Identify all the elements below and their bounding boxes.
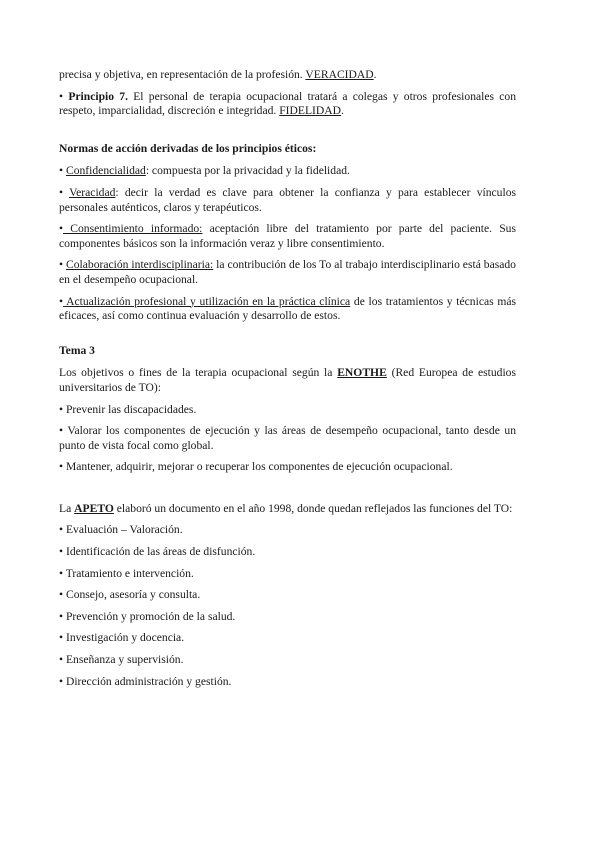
list-item: • Valorar los componentes de ejecución y las áreas de desempeño ocupacional, tanto desde un punto de vista focal como global. — [59, 424, 516, 452]
normas-heading: Normas de acción derivadas de los principios éticos: — [59, 141, 317, 155]
bullet: • — [59, 222, 64, 236]
bullet: • — [59, 294, 64, 308]
list-item: • Prevención y promoción de la salud. — [59, 609, 236, 623]
tema-3-heading: Tema 3 — [59, 343, 95, 357]
list-item: • Prevenir las discapacidades. — [59, 402, 197, 416]
fidelidad-term: FIDELIDAD — [279, 104, 342, 118]
list-item: • Investigación y docencia. — [59, 631, 185, 645]
apeto-intro-end: elaboró un documento en el año 1998, donde quedan reflejados las funciones del TO: — [113, 501, 513, 515]
bullet: • — [59, 164, 66, 178]
norma-item — [59, 164, 516, 179]
list-item: • Tratamiento e intervención. — [59, 566, 194, 580]
principle-7-text: El personal de terapia ocupacional tratará a colegas y otros profesionales con respeto, imparcialidad, discreción e integridad. — [59, 89, 516, 118]
norma-item — [59, 258, 516, 287]
norma-text: la contribución de los To al trabajo interdisciplinario está basado en el desempeño ocupacional. — [59, 258, 516, 286]
principle-7-end: . — [341, 104, 344, 118]
norma-term: Confidencialidad — [65, 164, 146, 178]
list-item: • Dirección administración y gestión. — [59, 674, 232, 688]
norma-term: Actualización profesional y utilización en la práctica clínica — [63, 294, 351, 308]
list-item: • Enseñanza y supervisión. — [59, 653, 184, 667]
norma-term: Veracidad — [69, 185, 116, 199]
bullet: • — [59, 258, 67, 272]
enothe-intro — [59, 366, 516, 395]
norma-item — [59, 295, 516, 324]
veracidad-line-text: precisa y objetiva, en representación de la profesión. — [59, 68, 306, 81]
norma-term: Colaboración interdisciplinaria: — [66, 258, 214, 272]
list-item: • Consejo, asesoría y consulta. — [59, 588, 201, 602]
norma-text: : compuesta por la privacidad y la fidelidad. — [145, 164, 350, 178]
principle-7-label: Principio 7. — [68, 89, 128, 103]
bullet: • — [59, 185, 70, 199]
norma-term: Consentimiento informado: — [63, 222, 203, 236]
norma-item — [59, 186, 516, 215]
enothe-term: ENOTHE — [337, 366, 387, 380]
enothe-intro-text: Los objetivos o fines de la terapia ocupacional según la — [59, 366, 338, 380]
objectives-list — [59, 403, 516, 475]
principle-7 — [59, 90, 516, 119]
apeto-intro-text: La — [59, 501, 75, 515]
list-item: • Mantener, adquirir, mejorar o recuperar los componentes de ejecución ocupacional. — [59, 460, 453, 474]
veracidad-line — [59, 68, 516, 83]
enothe-intro-end: (Red Europea de estudios universitarios de TO): — [59, 366, 516, 394]
norma-text: de los tratamientos y técnicas más eficaces, así como continua evaluación y desarrollo de estos. — [59, 294, 517, 323]
veracidad-line-end: . — [373, 68, 377, 81]
apeto-intro — [59, 502, 516, 517]
functions-list — [59, 523, 516, 689]
norma-item — [59, 222, 516, 251]
bullet: • — [59, 89, 69, 103]
list-item: • Identificación de las áreas de disfunción. — [59, 545, 256, 559]
apeto-term: APETO — [74, 501, 114, 515]
veracidad-term: VERACIDAD — [305, 68, 374, 81]
list-item: • Evaluación – Valoración. — [59, 523, 183, 537]
page-content — [59, 68, 516, 696]
norma-text: aceptación libre del tratamiento por parte del paciente. Sus componentes básicos son la información veraz y libre consentimiento. — [59, 222, 516, 250]
spacer — [59, 482, 516, 502]
norma-text: : decir la verdad es clave para obtener la confianza y para establecer vínculos personales auténticos, claros y terapéuticos. — [59, 185, 517, 214]
